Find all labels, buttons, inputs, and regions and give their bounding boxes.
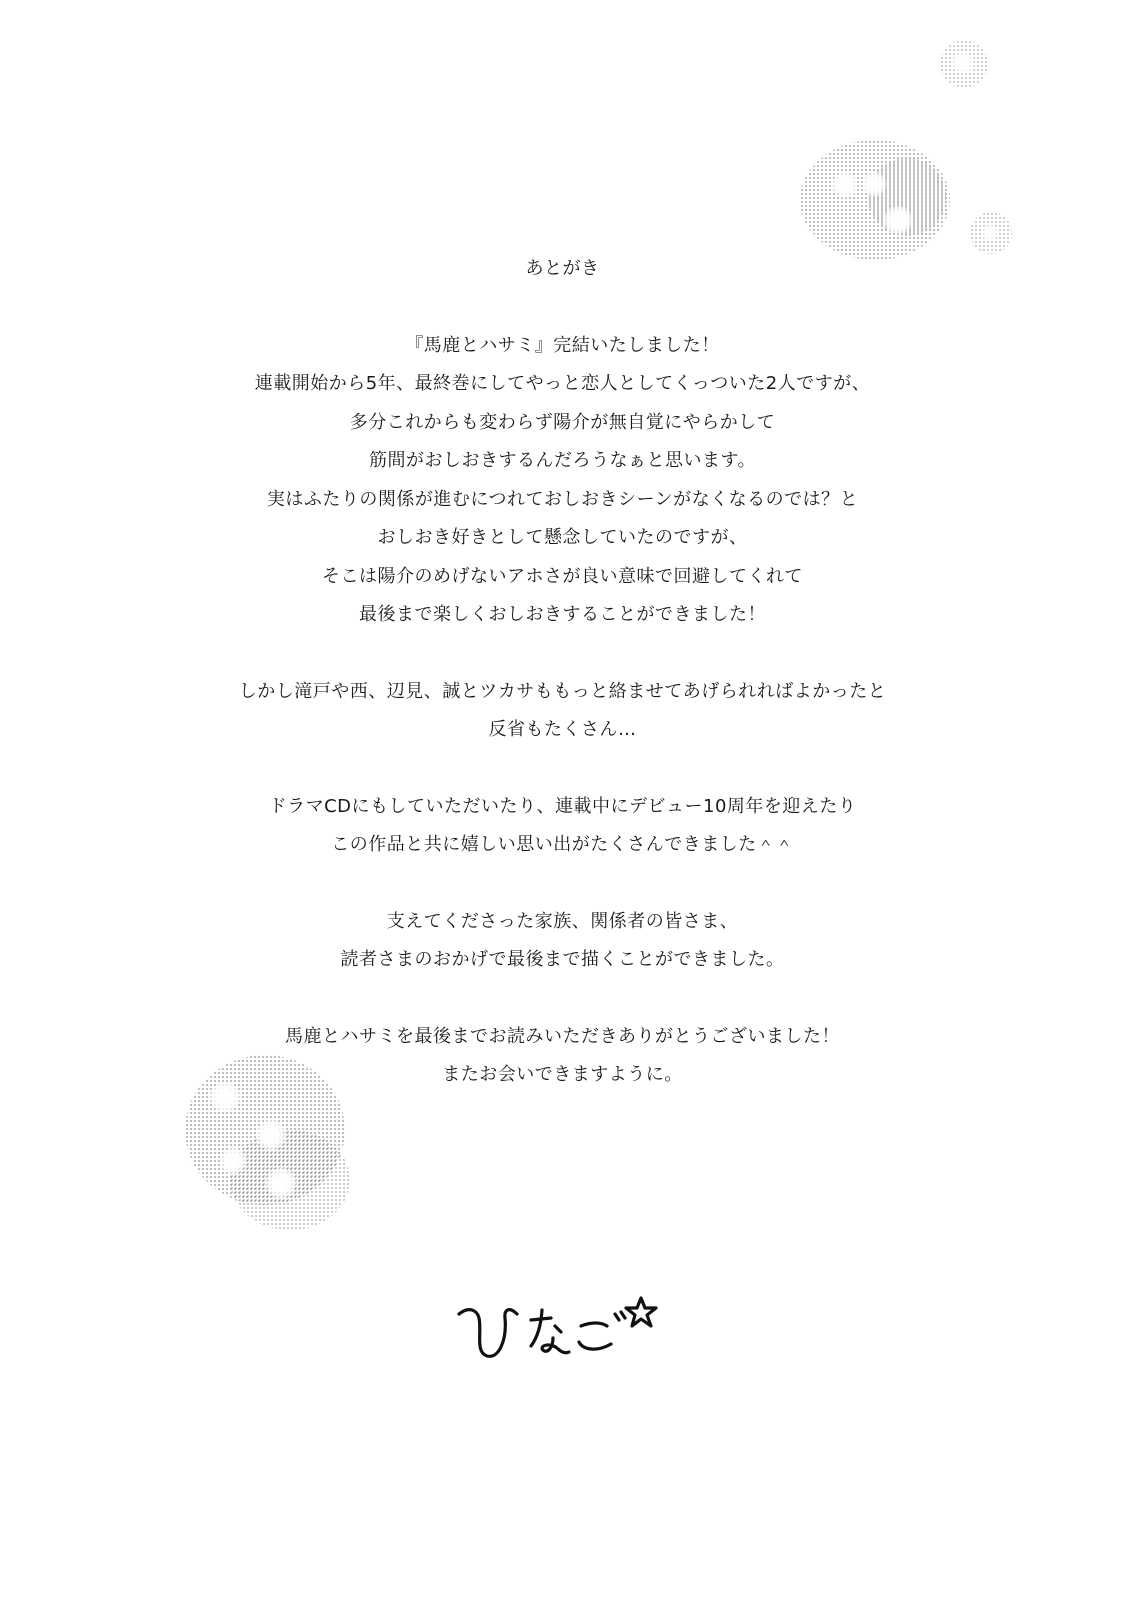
text-line: 実はふたりの関係が進むにつれておしおきシーンがなくなるのでは？と [266, 488, 859, 510]
text-line: 『馬鹿とハサミ』完結いたしました！ [405, 334, 720, 356]
text-line: 多分これからも変わらず陽介が無自覚にやらかして [349, 411, 776, 433]
text-line: 反省もたくさん… [488, 719, 637, 740]
afterword-paragraph-1 [0, 327, 1125, 635]
text-line: 筋間がおしおきするんだろうなぁと思います。 [368, 450, 757, 471]
text-line: そこは陽介のめげないアホさが良い意味で回避してくれて [322, 565, 803, 587]
text-line: しかし滝戸や西、辺見、誠とツカサももっと絡ませてあげられればよかったと [238, 680, 887, 702]
bokeh-glow [832, 172, 858, 198]
text-line: 読者さまのおかげで最後まで描くことができました。 [340, 949, 785, 970]
afterword-title: あとがき [525, 258, 600, 279]
afterword-paragraph-5 [0, 1018, 1125, 1095]
bokeh-glow [952, 52, 974, 74]
text-line: ドラマCDにもしていただいたり、連載中にデビュー10周年を迎えたり [268, 795, 857, 817]
bokeh-glow [220, 1148, 246, 1174]
text-line: おしおき好きとして懸念していたのですが、 [377, 527, 748, 548]
text-line: 支えてくださった家族、関係者の皆さま、 [386, 910, 739, 932]
text-line: この作品と共に嬉しい思い出がたくさんできました＾＾ [331, 834, 794, 855]
afterword-paragraph-4 [0, 903, 1125, 980]
bokeh-glow [982, 225, 998, 241]
bokeh-glow [884, 206, 912, 234]
afterword-paragraph-2 [0, 673, 1125, 750]
afterword-paragraph-3 [0, 788, 1125, 865]
text-line: 連載開始から5年、最終巻にしてやっと恋人としてくっついた2人ですが、 [254, 373, 871, 394]
afterword-text [0, 250, 1125, 1133]
bokeh-glow [266, 1168, 296, 1198]
bokeh-glow [862, 172, 886, 196]
text-line: 最後まで楽しくおしおきすることができました！ [359, 604, 766, 625]
text-line: またお会いできますように。 [442, 1064, 683, 1085]
text-line: 馬鹿とハサミを最後までお読みいただきありがとうございました！ [285, 1025, 840, 1047]
handwritten-signature [455, 1292, 665, 1372]
